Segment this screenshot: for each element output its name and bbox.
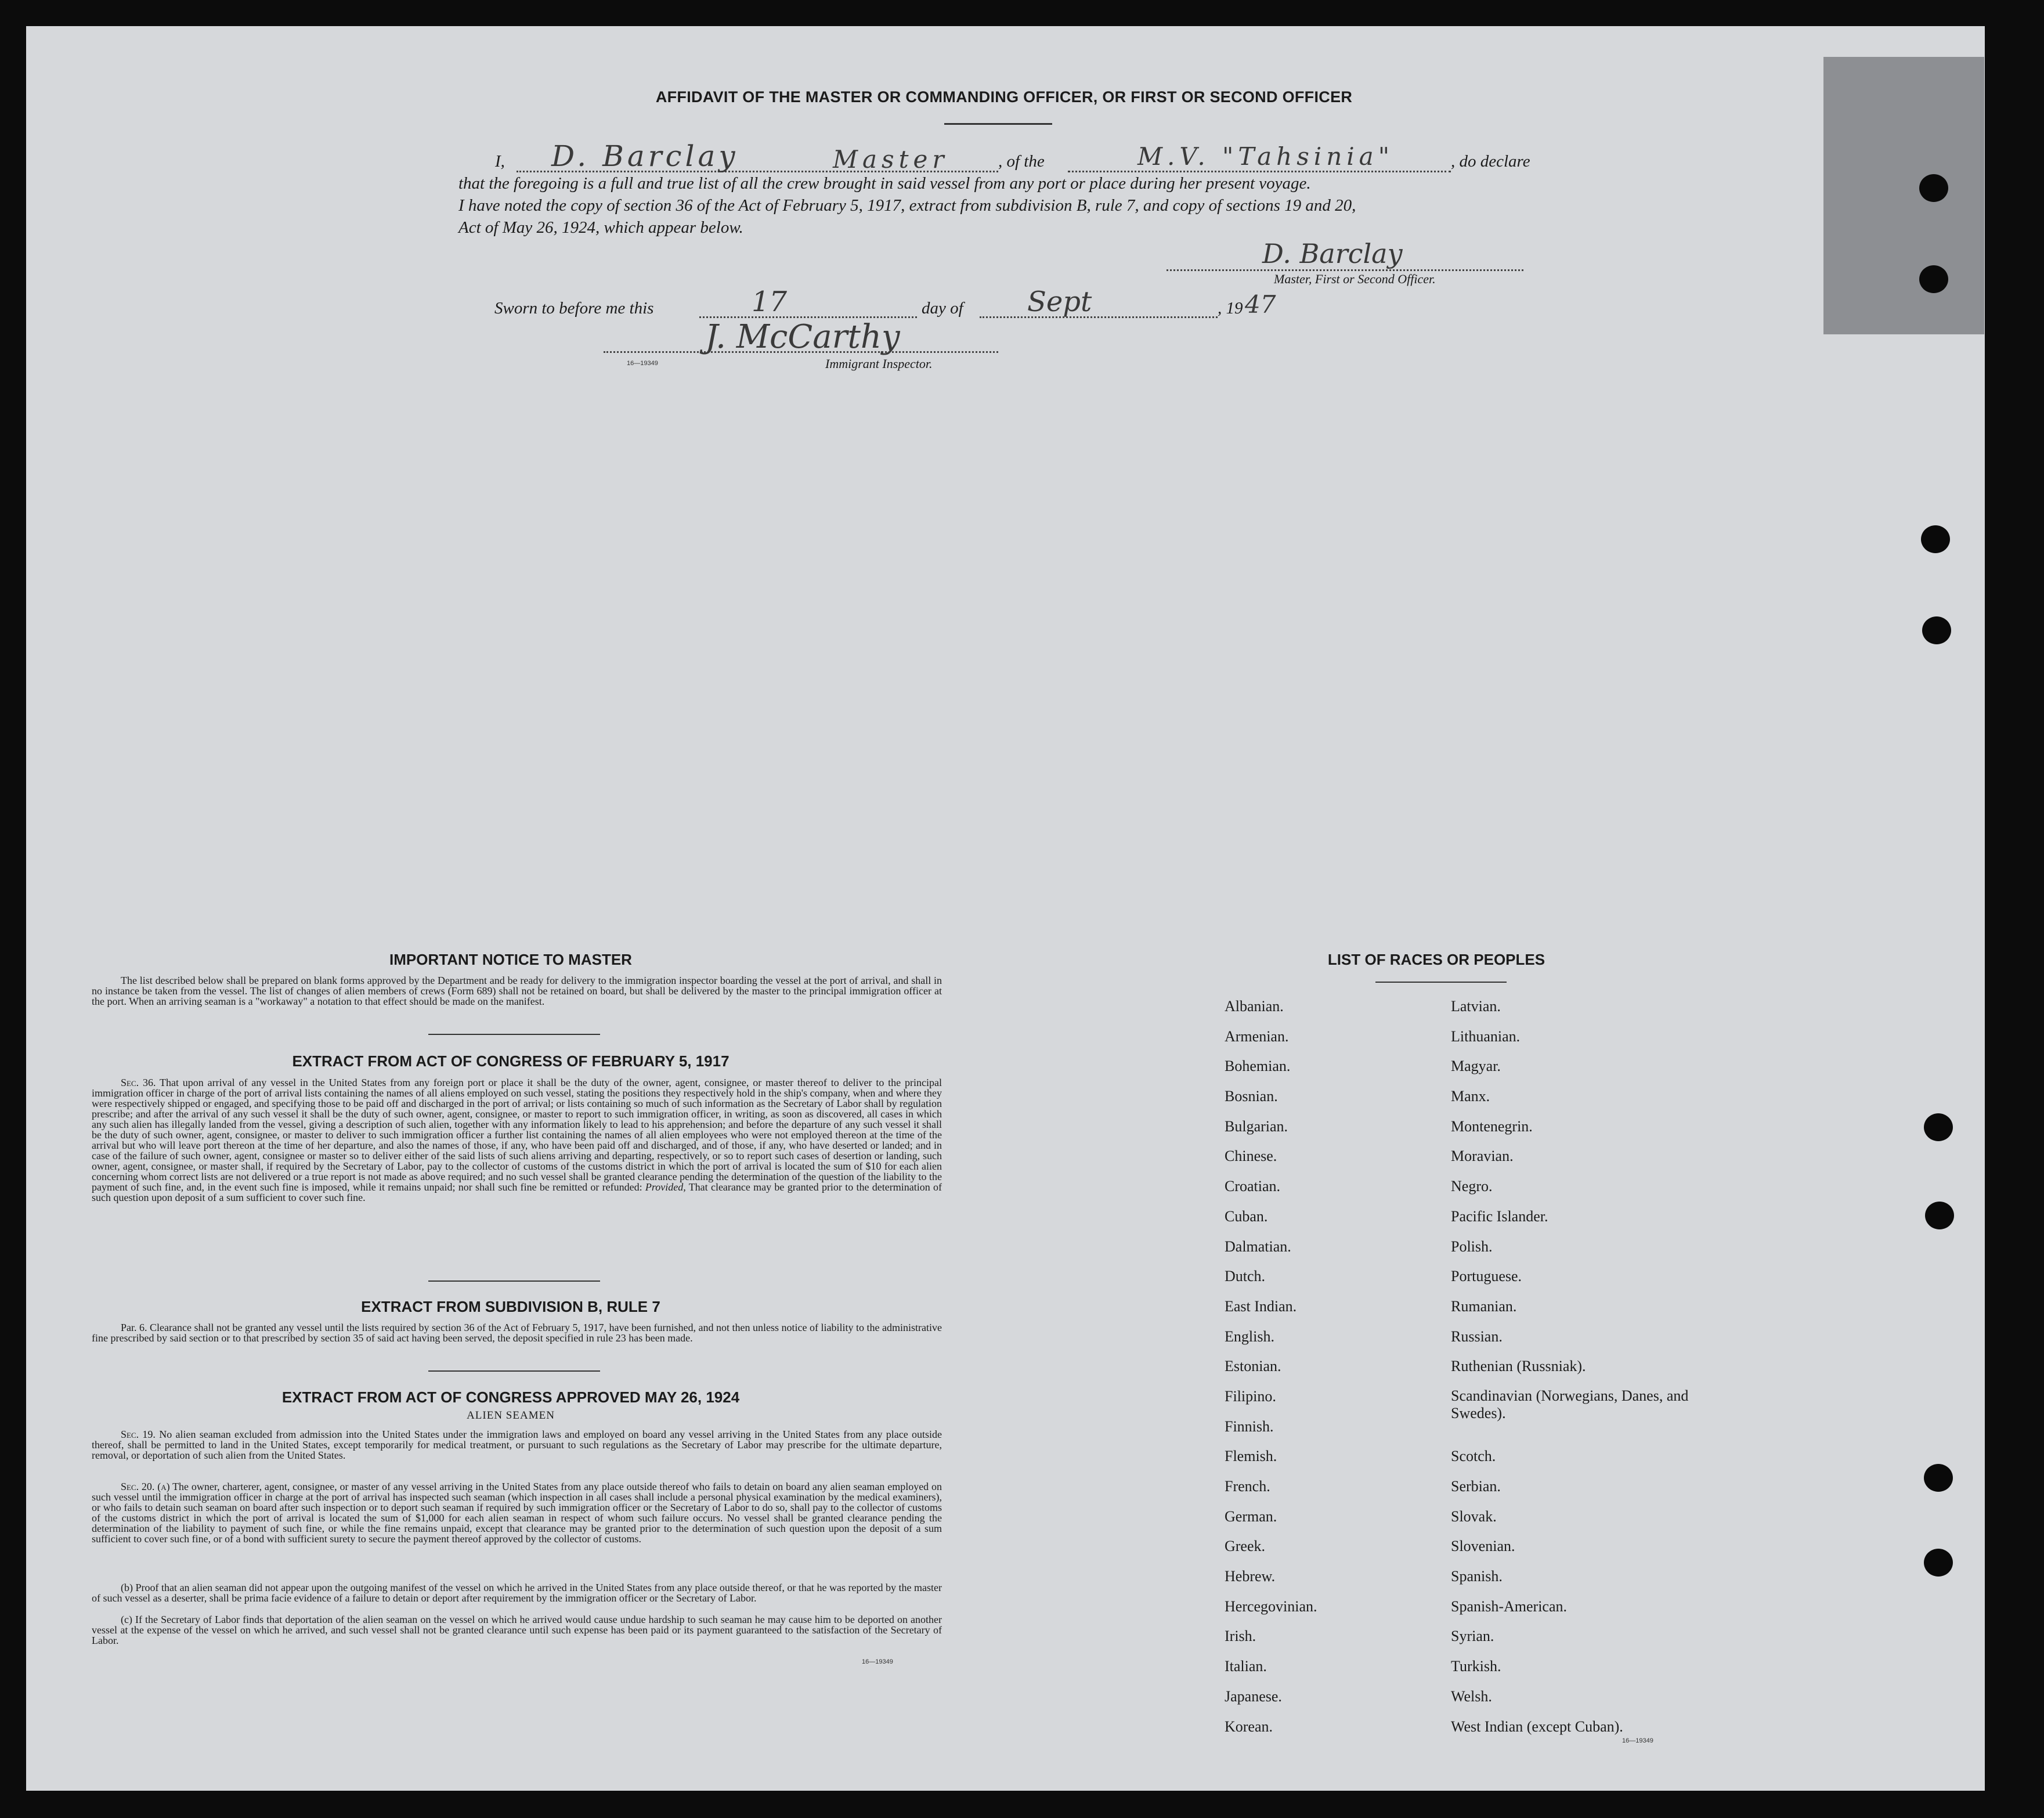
punch-hole	[1922, 616, 1951, 644]
race-item: Bulgarian.	[1225, 1117, 1288, 1135]
extract-rule7-text: Par. 6. Clearance shall not be granted any vessel until the lists required by section 36 of the Act of February 5, 1917, have been furnished, and not then unless notice of liability to the administrative fine prescribed by said section or to that prescribed by section 35 of said act having been served, the deposit specified in rule 23 has been made.	[92, 1322, 942, 1344]
race-item: Scotch.	[1451, 1448, 1496, 1465]
races-title: LIST OF RACES OR PEOPLES	[1327, 951, 1545, 968]
declare-label: , do declare	[1451, 152, 1530, 171]
sworn-label: Sworn to before me this	[494, 299, 654, 318]
race-item: Scandinavian (Norwegians, Danes, and Swedes).	[1451, 1387, 1689, 1422]
section-rule	[428, 1034, 600, 1035]
vessel-handwritten: M.V. "Tahsinia"	[1137, 142, 1395, 171]
month-handwritten: Sept	[1027, 286, 1092, 318]
affidavit-title: AFFIDAVIT OF THE MASTER OR COMMANDING OFFICER, OR FIRST OR SECOND OFFICER	[655, 88, 1353, 106]
race-item: Turkish.	[1451, 1658, 1501, 1675]
affidavit-line-2: that the foregoing is a full and true list of all the crew brought in said vessel from any port or place during her present voyage.	[458, 174, 1311, 193]
race-item: Bosnian.	[1225, 1088, 1278, 1105]
race-item: Moravian.	[1451, 1148, 1514, 1165]
sec-20a-text	[92, 1481, 942, 1544]
races-form-number: 16—19349	[1622, 1737, 1653, 1744]
affidavit-title-rule	[944, 123, 1052, 125]
race-item: Finnish.	[1225, 1417, 1274, 1435]
sec-20a-body: The owner, charterer, agent, consignee, or master of any vessel arriving in the United States from any place outside thereof who fails to detain on board any alien seaman employed on such vessel until the immigration officer in charge at the port of arrival has inspected such seaman (which inspection in all cases shall include a personal physical examination by the medical examiners), or who fails to detain such seaman on board after such inspection or to deport such seaman if required by such immigration officer or the Secretary of Labor to do so, shall pay to the collector of customs of the customs district in which the port of arrival is located the sum of $1,000 for each alien seaman in respect of whom such failure occurs. No vessel shall be granted clearance pending the determination of the liability to payment of such fine, or while the fine remains unpaid, except that clearance may be granted prior to the determination of such question upon the deposit of a sum sufficient to cover such fine, or of a bond with sufficient surety to secure the payment thereof approved by the collector of customs.	[92, 1481, 942, 1545]
race-item: Spanish-American.	[1451, 1597, 1568, 1615]
race-item: Estonian.	[1225, 1358, 1281, 1375]
race-item: English.	[1225, 1328, 1274, 1345]
punch-hole	[1925, 1202, 1954, 1229]
race-item: Ruthenian (Russniak).	[1451, 1358, 1586, 1375]
punch-hole	[1924, 1113, 1953, 1141]
sec-20c-text	[92, 1614, 942, 1646]
race-item: Bohemian.	[1225, 1058, 1291, 1075]
vessel-field-line	[1068, 171, 1451, 172]
name-handwritten: D. Barclay	[551, 139, 739, 173]
month-field-line	[980, 316, 1218, 318]
rank-handwritten: Master	[833, 145, 949, 174]
extract-1924-title: EXTRACT FROM ACT OF CONGRESS APPROVED MAY 26, 1924	[281, 1388, 740, 1406]
extract-1917-text	[92, 1077, 942, 1203]
race-item: French.	[1225, 1478, 1270, 1495]
race-item: Spanish.	[1451, 1568, 1503, 1585]
day-of-label: day of	[922, 299, 963, 318]
race-item: Korean.	[1225, 1718, 1273, 1735]
race-item: Chinese.	[1225, 1148, 1277, 1165]
race-item: Italian.	[1225, 1658, 1267, 1675]
extract-1924-subtitle: ALIEN SEAMEN	[467, 1409, 555, 1422]
extract-1917-title: EXTRACT FROM ACT OF CONGRESS OF FEBRUARY 5, 1917	[292, 1052, 730, 1070]
sec-20b-label: (b)	[121, 1582, 133, 1593]
inspector-caption: Immigrant Inspector.	[825, 356, 933, 371]
inspector-signature: J. McCarthy	[705, 318, 900, 356]
punch-hole	[1924, 1549, 1953, 1577]
gray-tab-strip	[1823, 57, 1984, 334]
races-column-2	[1451, 997, 1695, 1747]
notice-text: The list described below shall be prepared on blank forms approved by the Department and be ready for delivery to the immigration inspector boarding the vessel at the port of arrival, and shall in no instance be taken from the vessel. The list of changes of alien members of crews (Form 689) shall not be retained on board, but shall be delivered by the master to the principal immigration officer at the port. When an arriving seaman is a "workaway" a notation to that effect should be made on the manifest.	[92, 975, 942, 1007]
punch-hole	[1919, 265, 1948, 293]
signature-caption: Master, First or Second Officer.	[1274, 272, 1436, 286]
sec-19-body: No alien seaman excluded from admission into the United States under the immigration laws and employed on board any vessel arriving in the United States from any place outside thereof, shall be permitted to land in the United States, except temporarily for medical treatment, or pursuant to such regulations as the Secretary of Labor may prescribe for the ultimate departure, removal, or deportation of such alien from the United States.	[92, 1429, 942, 1461]
of-the-label: , of the	[998, 152, 1045, 171]
sec-36-text: That upon arrival of any vessel in the United States from any foreign port or place it shall be the duty of the owner, agent, consignee, or master thereof to deliver to the principal immigration officer in charge of the port of arrival lists containing the names of all aliens employed on such vessel, stating the positions they respectively hold in the ship's company, when and where they were respectively shipped or engaged, and specifying those to be paid off and discharged in the port of arrival; or lists containing so much of such information as the Secretary of Labor shall by regulation prescribe; and after the arrival of any such vessel it shall be the duty of such owner, agent, consignee, or master to report to such immigration officer, in writing, as soon as discovered, all cases in which any such alien has illegally landed from the vessel, giving a description of such alien, together with any information likely to lead to his apprehension; and before the departure of any such vessel it shall be the duty of such owner, agent, consignee, or master to deliver to such immigration officer a further list containing the names of all alien employees who were not employed thereon at the time of the arrival but who will leave port thereon at the time of her departure, and also the names of those, if any, who have been paid off and discharged, and of those, if any, who have deserted or landed; and in case of the failure of such owner, agent, consignee or master so to deliver either of the said lists of such aliens arriving and departing, respectively, or so to report such cases of desertion or landing, such owner, agent, consignee, or master shall, if required by the Secretary of Labor, pay to the collector of customs of the customs district in which the port of arrival is located the sum of $10 for each alien concerning whom correct lists are not delivered or a true report is not made as above required; and no such vessel shall be granted clearance pending the determination of the question of the liability to the payment of such fine, and, in the event such fine is imposed, while it remains unpaid; nor shall such fine be remitted or refunded:	[92, 1077, 942, 1193]
race-item: Cuban.	[1225, 1207, 1268, 1225]
year-handwritten: 47	[1245, 290, 1276, 319]
sec-19-text	[92, 1429, 942, 1460]
proviso-label: Provided,	[645, 1181, 686, 1193]
race-item: Portuguese.	[1451, 1268, 1522, 1285]
signature-line	[1167, 269, 1523, 271]
race-item: Dutch.	[1225, 1268, 1266, 1285]
race-item: Hercegovinian.	[1225, 1597, 1317, 1615]
master-signature: D. Barclay	[1262, 238, 1403, 269]
section-rule	[428, 1280, 600, 1282]
race-item: Russian.	[1451, 1328, 1503, 1345]
race-item: Greek.	[1225, 1538, 1266, 1555]
race-item: Polish.	[1451, 1238, 1493, 1255]
affidavit-line-3: I have noted the copy of section 36 of the Act of February 5, 1917, extract from subdivision B, rule 7, and copy of sections 19 and 20,	[458, 196, 1356, 215]
affidavit-form-number: 16—19349	[627, 360, 658, 367]
race-item: Negro.	[1451, 1178, 1493, 1195]
race-item: Montenegrin.	[1451, 1117, 1533, 1135]
race-item: Albanian.	[1225, 998, 1284, 1015]
sec-19-label: Sec. 19.	[121, 1429, 156, 1440]
race-item: Japanese.	[1225, 1687, 1282, 1705]
year-prefix-label: , 19	[1218, 299, 1243, 318]
race-item: Slovak.	[1451, 1507, 1497, 1525]
races-title-rule	[1375, 982, 1507, 983]
race-item: Flemish.	[1225, 1448, 1277, 1465]
race-item: East Indian.	[1225, 1297, 1297, 1315]
race-item: Welsh.	[1451, 1687, 1492, 1705]
race-item: Hebrew.	[1225, 1568, 1276, 1585]
sec-20b-text	[92, 1582, 942, 1603]
sec-20c-body: If the Secretary of Labor finds that deportation of the alien seaman on the vessel on which he arrived would cause undue hardship to such seaman he may cause him to be deported on another vessel at the expense of the vessel on which he arrived, and such vessel shall not be granted clearance until such expense has been paid or its payment guaranteed to the satisfaction of the Secretary of Labor.	[92, 1614, 942, 1646]
race-item: Magyar.	[1451, 1058, 1501, 1075]
sec-36-label: Sec. 36.	[121, 1077, 156, 1088]
punch-hole	[1919, 174, 1948, 202]
day-handwritten: 17	[752, 286, 788, 318]
race-item: Armenian.	[1225, 1027, 1289, 1045]
race-item: Manx.	[1451, 1088, 1490, 1105]
race-item: Rumanian.	[1451, 1297, 1517, 1315]
race-item: Slovenian.	[1451, 1538, 1515, 1555]
sec-20b-body: Proof that an alien seaman did not appear upon the outgoing manifest of the vessel on which he arrived in the United States from any place outside thereof, or that he was reported by the master of such vessel as a deserter, shall be prima facie evidence of a failure to detain or deport after requirement by the immigration officer or the Secretary of Labor.	[92, 1582, 942, 1604]
race-item: Syrian.	[1451, 1628, 1494, 1645]
affidavit-line-4: Act of May 26, 1924, which appear below.	[458, 218, 743, 237]
proviso-text: That clearance may be granted prior to the determination of such question upon deposit of a sum sufficient to cover such fine.	[92, 1181, 942, 1203]
section-rule	[428, 1370, 600, 1372]
notice-title: IMPORTANT NOTICE TO MASTER	[389, 951, 632, 968]
race-item: Pacific Islander.	[1451, 1207, 1548, 1225]
race-item: Latvian.	[1451, 998, 1501, 1015]
sec-20c-label: (c)	[121, 1614, 132, 1625]
race-item: Dalmatian.	[1225, 1238, 1291, 1255]
affidavit-i-label: I,	[495, 152, 505, 171]
punch-hole	[1921, 525, 1950, 553]
race-item: Serbian.	[1451, 1478, 1501, 1495]
race-item: West Indian (except Cuban).	[1451, 1718, 1623, 1735]
extract-form-number: 16—19349	[862, 1658, 893, 1665]
race-item: Filipino.	[1225, 1387, 1276, 1405]
punch-hole	[1924, 1464, 1953, 1492]
race-item: Lithuanian.	[1451, 1027, 1521, 1045]
sec-20a-label: Sec. 20. (a)	[121, 1481, 170, 1492]
race-item: Croatian.	[1225, 1178, 1281, 1195]
races-column-1	[1225, 997, 1433, 1747]
race-item: Irish.	[1225, 1628, 1256, 1645]
extract-rule7-title: EXTRACT FROM SUBDIVISION B, RULE 7	[361, 1298, 660, 1315]
race-item: German.	[1225, 1507, 1277, 1525]
